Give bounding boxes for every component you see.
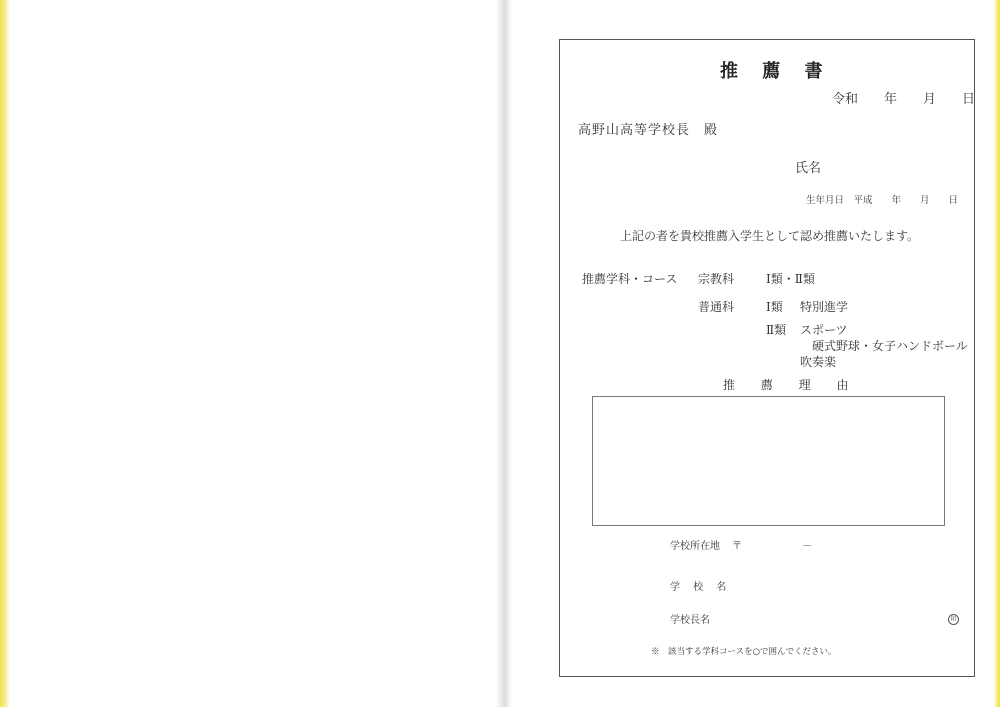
- addressee: 高野山高等学校長 殿: [578, 123, 719, 138]
- school-address-label: 学校所在地: [670, 541, 720, 552]
- music-course: 吹奏楽: [800, 355, 837, 369]
- department-general: 普通科: [698, 300, 735, 314]
- birth-date-line: 生年月日 平成 年 月 日: [806, 195, 959, 206]
- postal-mark: 〒: [732, 541, 742, 552]
- reason-box: [592, 396, 945, 526]
- department-heading: 推薦学科・コース: [582, 272, 678, 286]
- postal-dash: －: [802, 541, 812, 552]
- general-class2-course: スポーツ: [800, 323, 848, 337]
- sports-detail: 硬式野球・女子ハンドボール: [812, 339, 968, 353]
- page-edge-right: [994, 0, 1000, 707]
- religion-classes: Ⅰ類・Ⅱ類: [766, 272, 815, 286]
- date-line: 令和 年 月 日: [832, 92, 976, 107]
- seal-mark: 印: [948, 614, 959, 625]
- footnote: ※ 該当する学科コースを○で囲んでください。: [651, 647, 837, 657]
- department-religion: 宗教科: [698, 272, 735, 286]
- general-class2: Ⅱ類: [766, 323, 787, 337]
- reason-label: 推 薦 理 由: [723, 378, 860, 392]
- page-gutter: [496, 0, 512, 707]
- general-class1: Ⅰ類: [766, 300, 783, 314]
- school-name-label: 学 校 名: [670, 582, 732, 593]
- name-label: 氏名: [795, 161, 822, 176]
- page-edge-left: [0, 0, 9, 707]
- recommendation-statement: 上記の者を貴校推薦入学生として認め推薦いたします。: [620, 229, 920, 243]
- document-title: 推 薦 書: [720, 61, 832, 82]
- general-class1-course: 特別進学: [800, 300, 849, 314]
- principal-name-label: 学校長名: [670, 615, 710, 626]
